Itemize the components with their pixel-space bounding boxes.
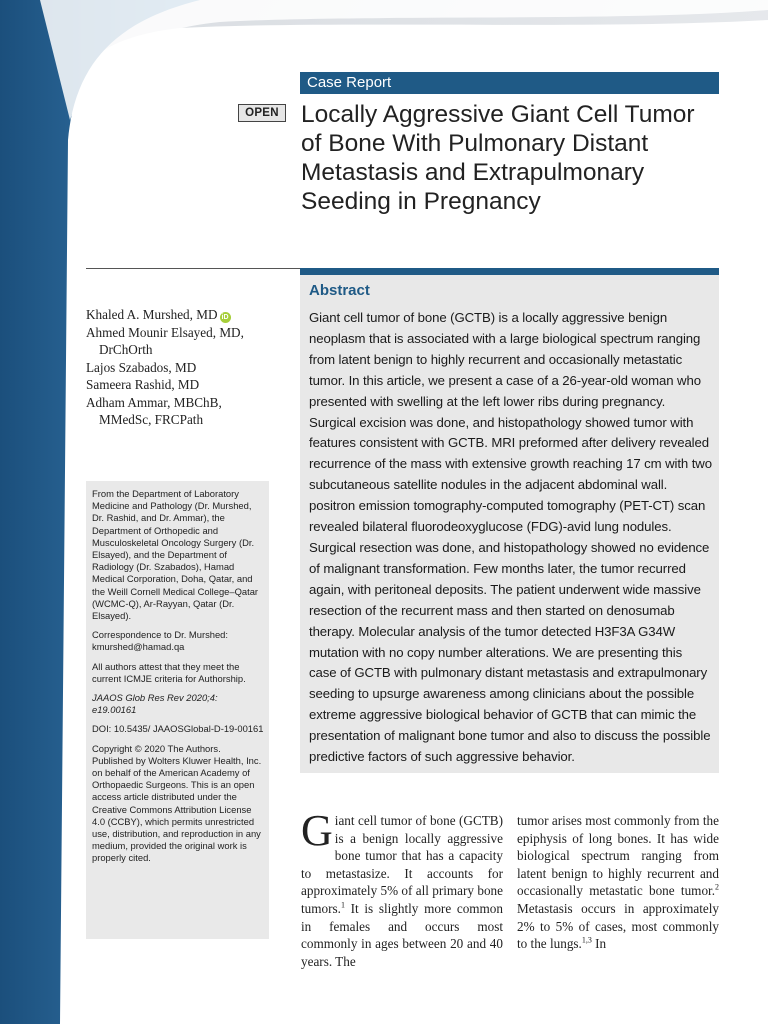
copyright-notice: Copyright © 2020 The Authors. Published by Wolters Kluwer Health, Inc. on behalf of the American Academy of Orthopaedic Surgeons. This is an open access article distributed under the Creative Commons Attribution License 4.0 (CCBY), which permits unrestricted use, distribution, and reproduction in any medium, provided the original work is properly cited. (92, 742, 262, 864)
orcid-icon[interactable]: iD (221, 314, 229, 321)
body-text: tumor arises most commonly from the epiphysis of long bones. It has wide biological spectrum ranging from latent benign to highly recurrent and occasionally metastatic bone tumor. (517, 813, 719, 899)
open-access-badge: OPEN (238, 104, 286, 122)
article-title: Locally Aggressive Giant Cell Tumor of Bone With Pulmonary Distant Metastasis and Extrapulmonary Seeding in Pregnancy (301, 101, 695, 215)
citation-ref[interactable]: 2 (715, 882, 719, 892)
body-text: It is slightly more common in females and occurs most commonly in ages between 20 and 40 years. The (301, 900, 503, 969)
author-list (86, 306, 286, 429)
author-name: Khaled A. Murshed, MD (86, 307, 218, 322)
correspondence: Correspondence to Dr. Murshed: kmurshed@hamad.qa (92, 629, 229, 653)
citation-ref[interactable]: 1,3 (581, 935, 592, 945)
body-text: In (591, 936, 607, 952)
author-degree: DrChOrth (99, 342, 153, 357)
icmje-statement: All authors attest that they meet the current ICMJE criteria for Authorship. (92, 660, 246, 684)
body-text: iant cell tumor of bone (GCTB) is a benign locally aggressive bone tumor that has a capacity to metastasize. It accounts for approximately 5% of all primary bone tumors. (301, 813, 503, 916)
journal-reference: JAAOS Glob Res Rev 2020;4: e19.00161 (92, 692, 218, 716)
body-column-2 (517, 812, 719, 953)
title-divider (86, 268, 300, 269)
author-name: Adham Ammar, MBChB, (86, 394, 222, 410)
author (86, 306, 286, 324)
body-column-1 (301, 806, 503, 970)
author (86, 324, 286, 359)
author (86, 359, 286, 377)
author-degree: MMedSc, FRCPath (99, 412, 204, 427)
abstract-text: Giant cell tumor of bone (GCTB) is a locally aggressive benign neoplasm that is associated with a large biological spectrum ranging from latent benign to highly recurrent and occasionally metastatic tumor. In this article, we present a case of a 26-year-old woman who presented with swelling at the left lower ribs during pregnancy. Surgical excision was done, and histopathology showed tumor with features consistent with GCTB. MRI preformed after delivery revealed recurrence of the mass with extensive growth reaching 17 cm with two subcutaneous satellite nodules in the adjacent abdominal wall. positron emission tomography-computed tomography (PET-CT) scan revealed bilateral fluorodeoxyglucose (FDG)-avid lung nodules. Surgical resection was done, and histopathology showed no evidence of malignant transformation. Few months later, the tumor recurred again, with peritoneal deposits. The patient underwent wide massive resection of the recurrent mass and then started on denosumab therapy. Molecular analysis of the tumor detected H3F3A G34W mutation with no copy number alterations. We are presenting this case of GCTB with pulmonary distant metastasis and extrapulmonary seeding to upsurge awareness among clinicians about the possible extreme aggressive biological behavior of GCTB that can mimic the presentation of malignant bone tumor and also to discuss the possible predictive factors of such aggressive behavior. (309, 310, 712, 765)
author (86, 376, 286, 394)
author (86, 394, 286, 429)
doi[interactable]: DOI: 10.5435/ JAAOSGlobal-D-19-00161 (92, 723, 264, 735)
abstract-heading: Abstract (309, 282, 370, 299)
affiliation: From the Department of Laboratory Medicine and Pathology (Dr. Murshed, Dr. Rashid, and Dr. Ammar), the Department of Orthopedic and Musculoskeletal Oncology Surgery (Dr. Elsayed), and the Department of Radiology (Dr. Szabados), Hamad Medical Corporation, Doha, Qatar, and the Weill Cornell Medical College–Qatar (WCMC-Q), Ar-Rayyan, Qatar (Dr. Elsayed). (92, 488, 259, 622)
drop-cap: G (301, 806, 333, 855)
citation-ref[interactable]: 1 (340, 900, 345, 910)
author-name: Ahmed Mounir Elsayed, MD, (86, 324, 244, 340)
body-text: Metastasis occurs in approximately 2% to 5% of cases, most commonly to the lungs. (517, 900, 719, 952)
article-info-box (86, 481, 269, 939)
section-label: Case Report (300, 72, 719, 94)
author-name: Sameera Rashid, MD (86, 377, 200, 392)
author-name: Lajos Szabados, MD (86, 359, 197, 375)
